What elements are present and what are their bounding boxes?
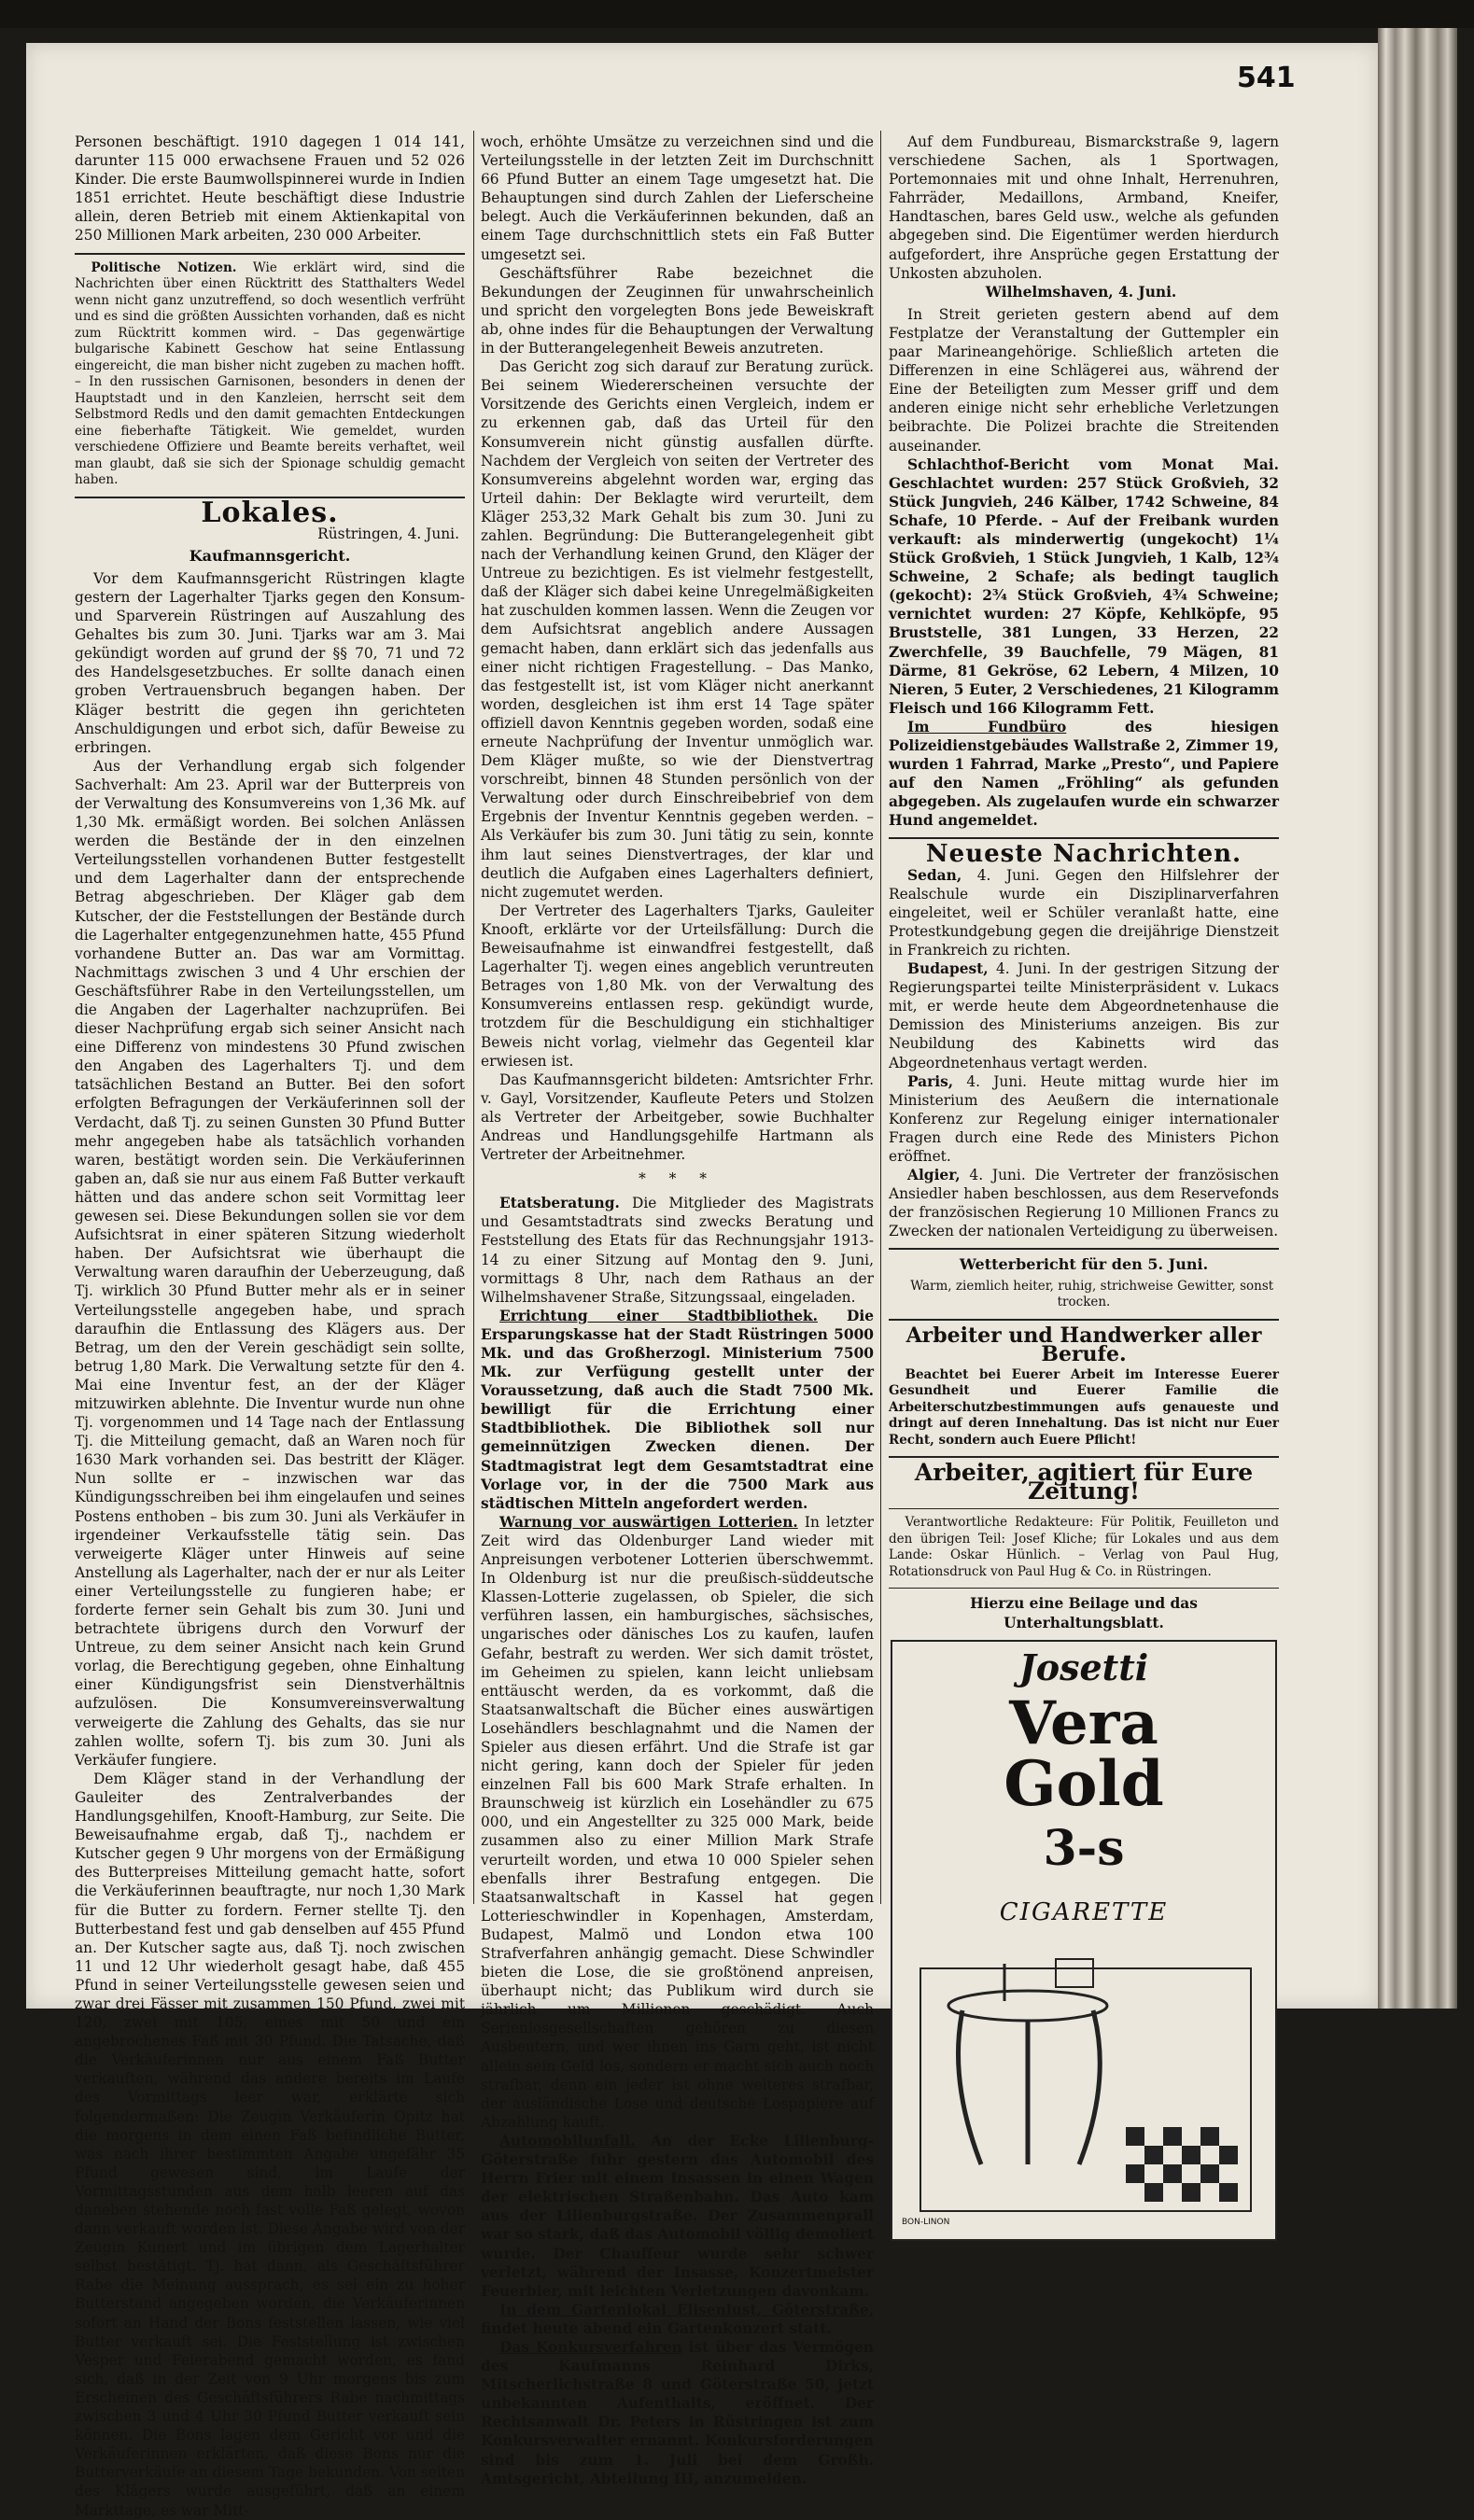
news-item (481, 2132, 874, 2301)
item-label: Schlachthof-Bericht vom Monat Mai. (907, 455, 1279, 473)
item-place: Budapest, (907, 960, 989, 978)
item-text: 4. Juni. Gegen den Hilfslehrer der Realschule wurde ein Disziplinarverfahren eingeleitet, weil er Schüler veranlaßt hatte, eine Protestkundgebung gegen die dreijährige Dienstzeit in Frankreich zu richten. (889, 866, 1279, 959)
item-label: Im Fundbüro (907, 718, 1067, 735)
column-rule (880, 131, 881, 1904)
item-label: Warnung vor auswärtigen Lotterien. (499, 1513, 798, 1531)
ad-product-vera: Vera (1009, 1687, 1158, 1758)
item-label: Errichtung einer Stadtbibliothek. (499, 1307, 818, 1324)
divider (889, 1588, 1279, 1589)
news-item (889, 1072, 1279, 1166)
item-text: In letzter Zeit wird das Oldenburger Land wieder mit Anpreisungen verbotener Lotterien überschwemmt. In Oldenburg ist nur die preußisch-süddeutsche Klassen-Lotterie zugelassen, ob Spieler, die sich verführen lassen, ein hamburgisches, sächsisches, ungarisches oder dänisches Los zu kaufen, laufen Gefahr, bestraft zu werden. Wer sich damit tröstet, im Geheimen zu spielen, kann leicht unliebsam enttäuscht werden, da es vorkommt, daß die Staatsanwaltschaft die Bücher eines auswärtigen Losehändlers beschlagnahmt und die Namen der Spieler aus diesen erfährt. Und die Strafe ist gar nicht gering, kann doch der Spieler für jeden einzelnen Fall bis 600 Mark Strafe erhalten. In Braunschweig ist kürzlich ein Losehändler zu 675 000, und ein Angestellter zu 325 000 Mark, beide zusammen also zu einer Million Mark Strafe verurteilt worden, und etwa 10 000 Spieler sehen ebenfalls ihrer Bestrafung entgegen. Die Staatsanwaltschaft in Kassel hat gegen Lotterieschwindler in Kopenhagen, Amsterdam, Budapest, Malmö und London etwa 100 Strafverfahren anhängig gemacht. Diese Schwindler bieten die Lose, die sie großtönend anpreisen, überhaupt nicht; das Publikum wird durch sie jährlich um Millionen geschädigt. Auch Serienlosgesellschaften gehören zu diesen Ausbeutern, und wer ihnen ins Garn geht, ist nicht allein sein Geld los, sondern er macht sich auch noch strafbar, denn ein jeder ist ohne weiteres strafbar, der ausländische Lose und deutsche Lospapiere auf Abzahlung kauft. (481, 1513, 874, 2131)
news-item (481, 2301, 874, 2338)
item-text: Die Mitglieder des Magistrats und Gesamtstadtrats sind zwecks Beratung und Feststellung des Etats für das Rechnungsjahr 1913-14 zu einer Sitzung auf Montag den 9. Juni, vormittags 8 Uhr, nach dem Rathaus an der Wilhelmshavener Straße, Sitzungssaal, eingeladen. (481, 1195, 874, 1306)
ad-signature: BON-LINON (902, 2217, 950, 2227)
paragraph: Aus der Verhandlung ergab sich folgender Sachverhalt: Am 23. April war der Butterpreis von der Verwaltung des Konsumvereins von 1,36 Mk. auf 1,30 Mk. ermäßigt worden. Bei solchen Anlässen werden die Bestände der in den einzelnen Verteilungsstellen vorhandenen Butter festgestellt und dem Lagerhalter dann der entsprechende Betrag abgeschrieben. Der Kläger gab dem Kutscher, der die Feststellungen der Bestände durch die Lagerhalter entgegenzunehmen hatte, 455 Pfund vorhandene Butter an. Das war am Vormittag. Nachmittags zwischen 3 und 4 Uhr erschien der Geschäftsführer Rabe in den Verteilungsstellen, um die Angaben der Lagerhalter nachzuprüfen. Bei dieser Nachprüfung ergab sich seiner Ansicht nach eine Differenz von mindestens 30 Pfund zwischen den Angaben des Lagerhalters Tj. und dem tatsächlichen Bestand an Butter. Bei den sofort erfolgten Befragungen der Verkäuferinnen soll der Verdacht, daß Tj. zu seinen Gunsten 30 Pfund Butter mehr angegeben habe als tatsächlich vorhanden waren, bestätigt worden sein. Die Verkäuferinnen gaben an, daß sie nur aus einem Faß Butter verkauft hätten und das andere schon seit Vormittag leer gewesen sei. Diese Bekundungen sollen sie vor dem Aufsichtsrat in einer späteren Sitzung wiederholt haben. Der Aufsichtsrat wie überhaupt die Verwaltung waren daraufhin der Ueberzeugung, daß Tj. wirklich 30 Pfund Butter mehr als er in seiner Verteilungsstelle angegeben habe, und sprach daraufhin die Entlassung des Klägers aus. Der Betrag, um den der Verein geschädigt sein sollte, betrug 1,80 Mark. Die Verwaltung setzte für den 4. Mai eine Inventur fest, an der der Kläger mitzuwirken ablehnte. Die Inventur wurde nun ohne Tj. vorgenommen und 14 Tage nach der Entlassung Tj. die Mitteilung gemacht, daß an Waren noch für 1630 Mark vorhanden sei. Das bestritt der Kläger. Nun sollte er – inzwischen war das Kündigungsschreiben bei ihm eingelaufen und seines Postens enthoben – bis zum 30. Juni als Verkäufer in irgendeiner Verkaufsstelle tätig sein. Das verweigerte Kläger unter Hinweis auf seine Anstellung als Lagerhalter, nach der er nur als Leiter einer Verteilungsstelle zu fungieren habe; er forderte ferner sein Gehalt bis zum 30. Juni und betrachtete übrigens durch den Vorwurf der Untreue, zu dem seiner Ansicht nach kein Grund vorlag, die Berechtigung gegeben, ohne Einhaltung einer Kündigungsfrist sein Dienstverhältnis aufzulösen. Die Konsumvereinsverwaltung verweigerte die Zahlung des Gehalts, das sie nur zahlen wollte, sofern Tj. bis zum 30. Juni als Verkäufer fungiere. (75, 757, 465, 1769)
paragraph: Das Kaufmannsgericht bildeten: Amtsrichter Frhr. v. Gayl, Vorsitzender, Kaufleute Peters und Stolzen als Vertreter der Arbeitgeber, sowie Buchhalter Andreas und Handlungsgehilfe Hartmann als Vertreter der Arbeitnehmer. (481, 1071, 874, 1164)
column-2 (481, 133, 874, 2488)
item-text: des hiesigen Polizeidienstgebäudes Wallstraße 2, Zimmer 19, wurden 1 Fahrrad, Marke „Presto“, und Papiere auf den Namen „Fröhling“ als gefunden abgegeben. Als zugelaufen wurde ein schwarzer Hund angemeldet. (889, 718, 1279, 830)
divider (889, 1456, 1279, 1458)
ad-cigarette-label: CIGARETTE (999, 1897, 1169, 1926)
paragraph: Das Gericht zog sich darauf zur Beratung zurück. Bei seinem Wiedererscheinen versuchte der Vorsitzende des Gerichts einen Vergleich, indem er zu erkennen gab, daß das Urteil für den Konsumverein nicht günstig ausfallen dürfte. Nachdem der Vergleich von seiten der Vertreter des Konsumvereins abgelehnt worden war, erging das Urteil dahin: Der Beklagte wird verurteilt, dem Kläger 253,32 Mark Gehalt bis zum 30. Juni zu zahlen. Begründung: Die Butterangelegenheit gibt nach der Verhandlung keinen Grund, den Kläger der Untreue zu bezichtigen. Es ist vielmehr festgestellt, daß der Kläger sich dabei keine Unregelmäßigkeiten hat zuschulden kommen lassen. Wenn die Zeugen vor dem Aufsichtsrat angeblich andere Aussagen gemacht haben, dann erklärt sich das jedenfalls aus einer nicht richtigen Fragestellung. – Das Manko, das festgestellt ist, ist vom Kläger nicht anerkannt worden, desgleichen ist ihm erst 14 Tage später offiziell davon Kenntnis gegeben worden, sodaß eine erneute Nachprüfung der Inventur unmöglich war. Dem Kläger mußte, so wie der Dienstvertrag vorschreibt, binnen 48 Stunden persönlich von der Verwaltung oder durch Einschreibebrief von dem Ergebnis der Inventur Kenntnis gegeben werden. – Als Verkäufer bis zum 30. Juni tätig zu sein, konnte ihm laut seines Dienstvertrages, der klar und deutlich die Aufgaben eines Lagerhalters definiert, nicht zugemutet werden. (481, 358, 874, 901)
supplement-notice: Hierzu eine Beilage und das Unterhaltungsblatt. (970, 1595, 1198, 1631)
divider (75, 253, 465, 255)
section-separator: * * * (639, 1170, 716, 1188)
notice-text: Beachtet bei Euerer Arbeit im Interesse Euerer Gesundheit und Euerer Familie die Arbeiterschutzbestimmungen aufs genaueste und dringt auf deren Innehaltung. Das ist nicht nur Euer Recht, sondern auch Euere Pflicht! (889, 1366, 1279, 1448)
column-rule (473, 131, 474, 1904)
item-text: ist über das Vermögen des Kaufmanns Reinhard Dirks, Mitscherlichstraße 8 und Göterstraße 50, jetzt unbekannten Aufenthalts, eröffnet. Der Rechtsanwalt Dr. Peters in Rüstringen ist zum Konkursverwalter ernannt. Konkursforderungen sind bis zum 1. Juli bei dem Großh. Amtsgericht, Abteilung III, anzumelden. (481, 2338, 874, 2487)
item-place: Paris, (907, 1072, 954, 1090)
news-item (889, 455, 1279, 718)
politics-notes (75, 260, 465, 489)
paragraph: Auf dem Fundbureau, Bismarckstraße 9, lagern verschiedene Sachen, als 1 Sportwagen, Portemonnaies mit und ohne Inhalt, Herrenuhren, Fahrräder, Medaillons, Armband, Kneifer, Handtaschen, bares Geld usw., welche als gefunden abgegeben sind. Die Eigentümer werden hierdurch aufgefordert, ihre Ansprüche gegen Erstattung der Unkosten abzuholen. (889, 133, 1279, 282)
paragraph: Personen beschäftigt. 1910 dagegen 1 014 141, darunter 115 000 erwachsene Frauen und 52 026 Kinder. Die erste Baumwollspinnerei wurde in Indien 1851 errichtet. Heute beschäftigt diese Industrie allein, deren Betrieb mit einem Aktienkapital von 250 Millionen Mark arbeiten, 230 000 Arbeiter. (75, 133, 465, 245)
news-item (889, 718, 1279, 831)
item-text: 4. Juni. Heute mittag wurde hier im Ministerium des Aeußern die internationale Konferenz zur Regelung einiger internationaler Fragen durch eine Rede des Ministers Pichon eröffnet. (889, 1072, 1279, 1165)
book-binding-edge (1378, 28, 1457, 2009)
weather-heading: Wetterbericht für den 5. Juni. (959, 1255, 1209, 1274)
notice-heading: Arbeiter und Handwerker aller Berufe. (905, 1323, 1262, 1366)
item-text: Die Ersparungskasse hat der Stadt Rüstringen 5000 Mk. und das Großherzogl. Ministerium 7500 Mk. zur Verfügung gestellt unter der Voraussetzung, daß auch die Stadt 7500 Mk. bewilligt für die Errichtung einer Stadtbibliothek. Die Bibliothek soll nur gemeinnützigen Zwecken dienen. Der Stadtmagistrat legt dem Gesamtstadtrat eine Vorlage vor, in der die 7500 Mark aus städtischen Mitteln angefordert werden. (481, 1307, 874, 1512)
item-place: Algier, (907, 1167, 961, 1184)
item-label: Automobilunfall. (499, 2132, 636, 2149)
news-item (481, 1307, 874, 1513)
paragraph: Dem Kläger stand in der Verhandlung der Gauleiter des Zentralverbandes der Handlungsgehilfen, Knooft-Hamburg, zur Seite. Die Beweisaufnahme ergab, daß Tj., nachdem er Kutscher gegen 9 Uhr morgens von der Ermäßigung des Butterpreises Mitteilung gemacht hatte, sofort die Verkäuferinnen beauftragte, nur noch 1,30 Mark für die Butter zu fordern. Ferner stellte Tj. den Butterbestand fest und gab denselben auf 455 Pfund an. Der Kutscher sagte aus, daß Tj. noch zwischen 11 und 12 Uhr wiederholt gesagt habe, daß 455 Pfund in seiner Verteilungsstelle gewesen seien und zwar drei Fässer mit zusammen 150 Pfund, zwei mit 120, zwei mit 105, eines mit 50 und ein angebrochenes Faß mit 30 Pfund. Die Tatsache, daß die Verkäuferinnen nur aus einem Faß Butter verkauften, während das andere bereits im Laufe des Vormittags leer war, erklärte sich folgendermaßen: Die Zeugin Verkäuferin Opitz hat die morgens in dem einen Faß befindliche Butter, was nach ihrer bestimmten Angabe ungefähr 35 Pfund gewesen sind, im Laufe der Vormittagsstunden aus dem halb leeren auf das daneben stehende noch fast volle Faß gelegt, wovon dann verkauft worden ist. Diese Angabe wird von der Zeugin Kunert und im übrigen dem Lagerhalter selbst bestätigt. Tj. hat dann, als Geschäftsführer Rabe die Meinung aussprach, es sei ein zu hoher Butterstand angegeben worden, die Verkäuferinnen sofort an Hand der Bons feststellen lassen, wie viel Butter verkauft sei. Die Feststellung ist zwischen Vesper und Feierabend gemacht worden, es fand sich, daß in der Zeit von 9 Uhr morgens bis zum Erscheinen des Geschäftsführers Rabe nachmittags zwischen 3 und 4 Uhr 30 Pfund Butter verkauft sein können. Die Bons lagen dem Gericht vor und die Verkäuferinnen erklärten, daß diese Bons nur die Butterverkäufe an diesem Tage bekunden. Von seiten des Klägers wurde ausgeführt, daß an einem Markttage, es war Mitt- (75, 1770, 465, 2519)
scan-top-band (0, 0, 1474, 28)
section-label: Politische Notizen. (91, 259, 237, 275)
item-label: Das Konkursverfahren (499, 2338, 682, 2356)
news-item (889, 1166, 1279, 1240)
section-heading-lokales: Lokales. (201, 496, 339, 529)
section-heading-neueste: Neueste Nachrichten. (925, 840, 1242, 869)
news-item (481, 1513, 874, 2132)
ad-brand-josetti: Josetti (1018, 1645, 1149, 1688)
divider (889, 1248, 1279, 1250)
paragraph: Geschäftsführer Rabe bezeichnet die Bekundungen der Zeuginnen für unwahrscheinlich und spricht den vorgelegten Bons jede Beweiskraft ab, ohne indes für die Behauptungen der Verwaltung in der Butterangelegenheit Beweis anzutreten. (481, 264, 874, 357)
imprint: Verantwortliche Redakteure: Für Politik, Feuilleton und den übrigen Teil: Josef Kliche; für Lokales und aus dem Lande: Oskar Hünlich. – Verlag von Paul Hug, Rotationsdruck von Paul Hug & Co. in Rüstringen. (889, 1515, 1279, 1579)
cigarette-advertisement (891, 1640, 1277, 2241)
ad-price: 3-s (1043, 1819, 1125, 1877)
ad-product-gold: Gold (1004, 1746, 1164, 1820)
news-item (889, 866, 1279, 959)
paragraph-text: Wie erklärt wird, sind die Nachrichten über einen Rücktritt des Statthalters Wedel wenn nicht ganz unzutreffend, so doch wesentlich verfrüht und es sind die größten Aussichten vorhanden, daß es nicht zum Rücktritt kommen wird. – Das gegenwärtige bulgarische Kabinett Geschow hat seine Entlassung eingereicht, die man bisher nicht zugeben zu machen hofft. – In den russischen Garnisonen, besonders in denen der Hauptstadt und in den Kanzleien, herrscht seit dem Selbstmord Redls und den damit gemachten Entdeckungen eine fieberhafte Tätigkeit. Wie gemeldet, wurden verschiedene Offiziere und Beamte bereits verhaftet, weil man glaubt, daß sie sich der Spionage schuldig gemacht haben. (75, 259, 465, 488)
divider (889, 837, 1279, 839)
weather-text: Warm, ziemlich heiter, ruhig, strichweise Gewitter, sonst trocken. (910, 1278, 1274, 1310)
divider (889, 1508, 1279, 1509)
column-1 (75, 133, 465, 2520)
item-place: Sedan, (907, 866, 962, 884)
dateline: Rüstringen, 4. Juni. (317, 525, 459, 542)
item-text: findet heute abend ein Gartenkonzert statt. (481, 2319, 832, 2337)
item-text: An der Ecke Lilienburg-Göterstraße fuhr gestern das Automobil des Herrn Frier mit einem Insassen in einen Wagen der elektrischen Straßenbahn. Das Auto kam aus der Lilienburgstraße. Der Zusammenprall war so stark, daß das Automobil völlig demoliert wurde. Der Chauffeur wurde sehr schwer verletzt, während der Insasse, Konzertmeister Feuerbier, mit leichten Verletzungen davonkam. (481, 2132, 875, 2300)
item-text: 4. Juni. In der gestrigen Sitzung der Regierungspartei teilte Ministerpräsident v. Lukacs mit, er werde heute dem Abgeordnetenhause die Demission des Ministeriums anzeigen. Bis zur Neubildung des Kabinetts wird das Abgeordnetenhaus vertagt werden. (889, 960, 1279, 1071)
news-item (889, 959, 1279, 1072)
column-3 (889, 133, 1279, 2241)
item-text: Geschlachtet wurden: 257 Stück Großvieh, 32 Stück Jungvieh, 246 Kälber, 1742 Schweine, 84 Schafe, 10 Pferde. – Auf der Freibank wurden verkauft: als minderwertig (ungekocht) 1¼ Stück Großvieh, 1 Stück Jungvieh, 1 Kalb, 12¾ Schweine, 2 Schafe; als bedingt tauglich (gekocht): 2¾ Stück Großvieh, 4¾ Schweine; vernichtet wurden: 27 Köpfe, Kehlköpfe, 95 Bruststelle, 381 Lungen, 33 Herzen, 22 Zwerchfelle, 39 Bauchfelle, 79 Mägen, 81 Därme, 81 Gekröse, 62 Lebern, 4 Milzen, 10 Nieren, 5 Euter, 2 Verschiedenes, 21 Kilogramm Fleisch und 166 Kilogramm Fett. (889, 474, 1279, 717)
item-label: In dem Gartenlokal Elisenlust, Göterstraße, (499, 2301, 874, 2318)
paragraph: Vor dem Kaufmannsgericht Rüstringen klagte gestern der Lagerhalter Tjarks gegen den Konsum- und Sparverein Rüstringen auf Auszahlung des Gehaltes bis zum 30. Juni. Tjarks war am 3. Mai gekündigt worden auf grund der §§ 70, 71 und 72 des Handelsgesetzbuches. Er sollte danach einen groben Vertrauensbruch begangen haben. Der Kläger bestritt die gegen ihn gerichteten Anschuldigungen und erbot sich, dafür Beweise zu erbringen. (75, 569, 465, 756)
article-heading: Kaufmannsgericht. (189, 546, 351, 565)
divider (889, 1319, 1279, 1321)
news-item (481, 2338, 874, 2488)
paragraph: woch, erhöhte Umsätze zu verzeichnen sind und die Verteilungsstelle in der letzten Zeit im Durchschnitt 66 Pfund Butter an einem Tage umgesetzt hat. Die Behauptungen sind durch Zahlen der Lieferscheine belegt. Auch die Verkäuferinnen bekunden, daß an einem Tage durchschnittlich stets ein Faß Butter umgesetzt sei. (481, 133, 874, 263)
dateline: Wilhelmshaven, 4. Juni. (985, 283, 1177, 301)
page-number: 541 (1237, 62, 1296, 94)
paragraph: Der Vertreter des Lagerhalters Tjarks, Gauleiter Knooft, erklärte vor der Urteilsfällung: Durch die Beweisaufnahme ist einwandfrei festgestellt, daß Lagerhalter Tj. wegen eines angeblich veruntreuten Betrages von 1,80 Mk. von der Verwaltung des Konsumvereins entlassen resp. gekündigt wurde, trotzdem für die Beschuldigung ein stichhaltiger Beweis nicht vorlag, vielmehr das Gegenteil klar erwiesen ist. (481, 902, 874, 1070)
notice-heading: Arbeiter, agitiert für Eure Zeitung! (914, 1459, 1254, 1505)
item-label: Etatsberatung. (499, 1195, 620, 1212)
item-text: 4. Juni. Die Vertreter der französischen Ansiedler haben beschlossen, aus dem Reservefonds der französischen Regierung 10 Millionen Francs zu Zwecken der nationalen Verteidigung zu überweisen. (889, 1167, 1279, 1240)
news-item (481, 1194, 874, 1307)
paragraph: In Streit gerieten gestern abend auf dem Festplatze der Veranstaltung der Guttempler ein paar Marineangehörige. Schließlich arteten die Differenzen in eine Schlägerei aus, während der Eine der Beteiligten zum Messer griff und dem anderen einige nicht sehr erhebliche Verletzungen beibrachte. Die Polizei brachte die Streitenden auseinander. (889, 305, 1279, 455)
